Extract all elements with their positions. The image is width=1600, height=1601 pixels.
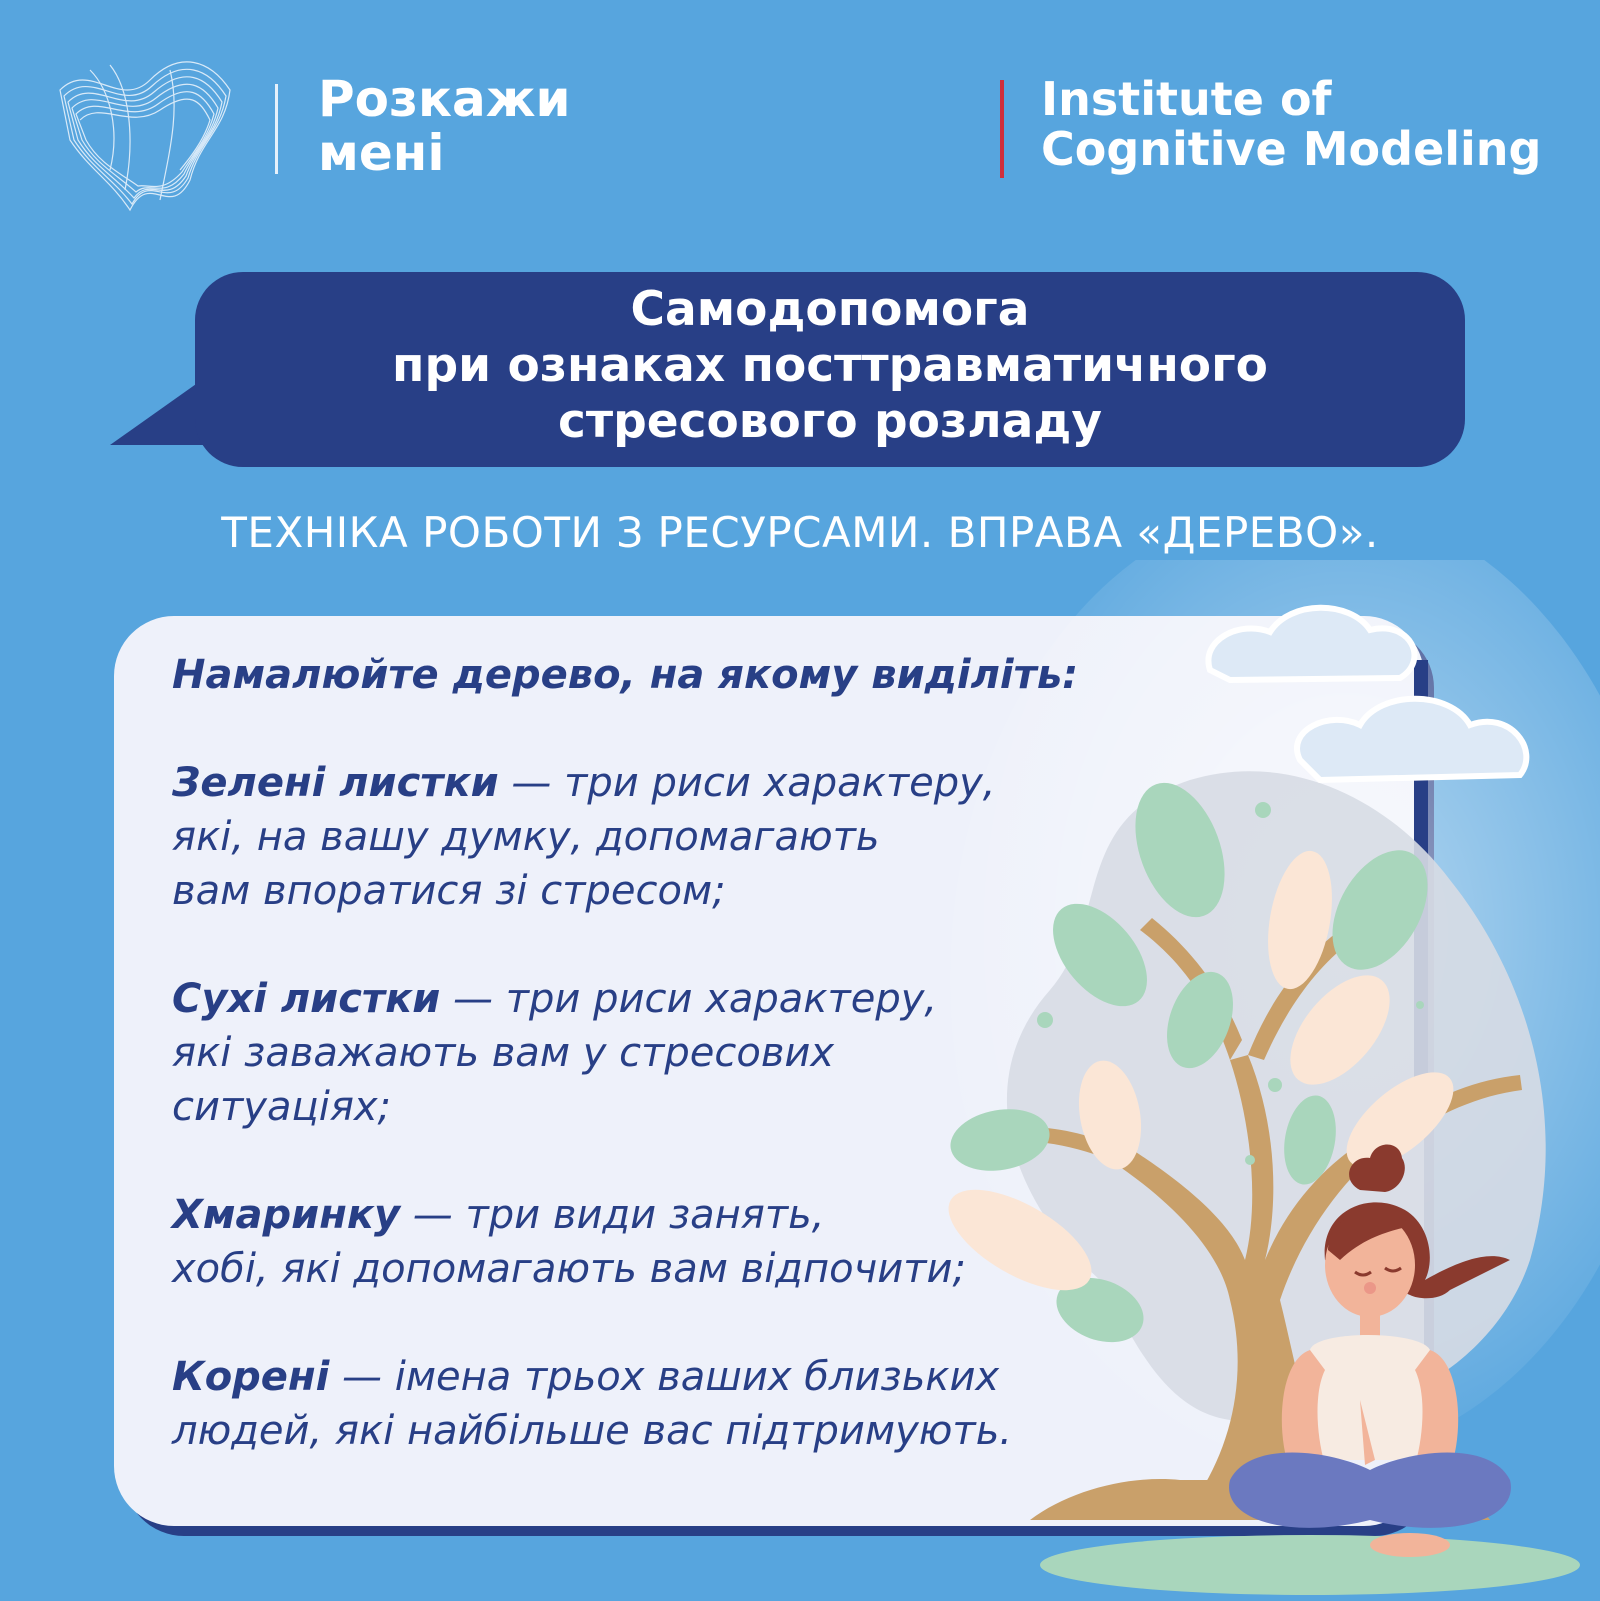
item-text: — три риси характеру, xyxy=(511,760,996,806)
item-term: Хмаринку xyxy=(172,1192,401,1238)
institute-name xyxy=(1041,74,1571,174)
intro-text xyxy=(172,648,1172,702)
list-item xyxy=(172,1350,1172,1458)
list-item xyxy=(172,1188,1172,1296)
intro-line: Намалюйте дерево, на якому виділіть: xyxy=(172,652,1079,698)
item-line: ситуаціях; xyxy=(172,1084,392,1130)
item-line xyxy=(172,756,1172,810)
item-line: які заважають вам у стресових xyxy=(172,1030,835,1076)
brand-logo-icon xyxy=(50,50,240,230)
item-line: вам впоратися зі стресом; xyxy=(172,868,726,914)
item-term: Корені xyxy=(172,1354,330,1400)
institute-line-2: Cognitive Modeling xyxy=(1041,122,1542,176)
list-item xyxy=(172,972,1172,1134)
header-divider xyxy=(275,84,278,174)
subtitle: ТЕХНІКА РОБОТИ З РЕСУРСАМИ. ВПРАВА «ДЕРЕВО». xyxy=(221,508,1379,557)
brand-line-2: мені xyxy=(318,124,445,182)
title-line-1: Самодопомога xyxy=(630,282,1030,337)
list-item xyxy=(172,756,1172,918)
page-title xyxy=(195,282,1465,450)
brand-name xyxy=(318,72,618,180)
item-line: людей, які найбільше вас підтримують. xyxy=(172,1408,1012,1454)
institute-line-1: Institute of xyxy=(1041,72,1332,126)
item-term: Сухі листки xyxy=(172,976,441,1022)
instructions xyxy=(172,648,1172,1512)
title-line-2: при ознаках посттравматичного xyxy=(392,338,1268,393)
item-line: хобі, які допомагають вам відпочити; xyxy=(172,1246,966,1292)
institute-divider xyxy=(1000,80,1004,178)
item-text: — три риси характеру, xyxy=(452,976,938,1022)
item-text: — імена трьох ваших близьких xyxy=(342,1354,1000,1400)
item-line: які, на вашу думку, допомагають xyxy=(172,814,880,860)
brand-line-1: Розкажи xyxy=(318,70,571,128)
item-line xyxy=(172,1350,1172,1404)
item-term: Зелені листки xyxy=(172,760,499,806)
item-line xyxy=(172,972,1172,1026)
item-line xyxy=(172,1188,1172,1242)
title-line-3: стресового розладу xyxy=(558,394,1102,449)
item-text: — три види занять, xyxy=(412,1192,825,1238)
